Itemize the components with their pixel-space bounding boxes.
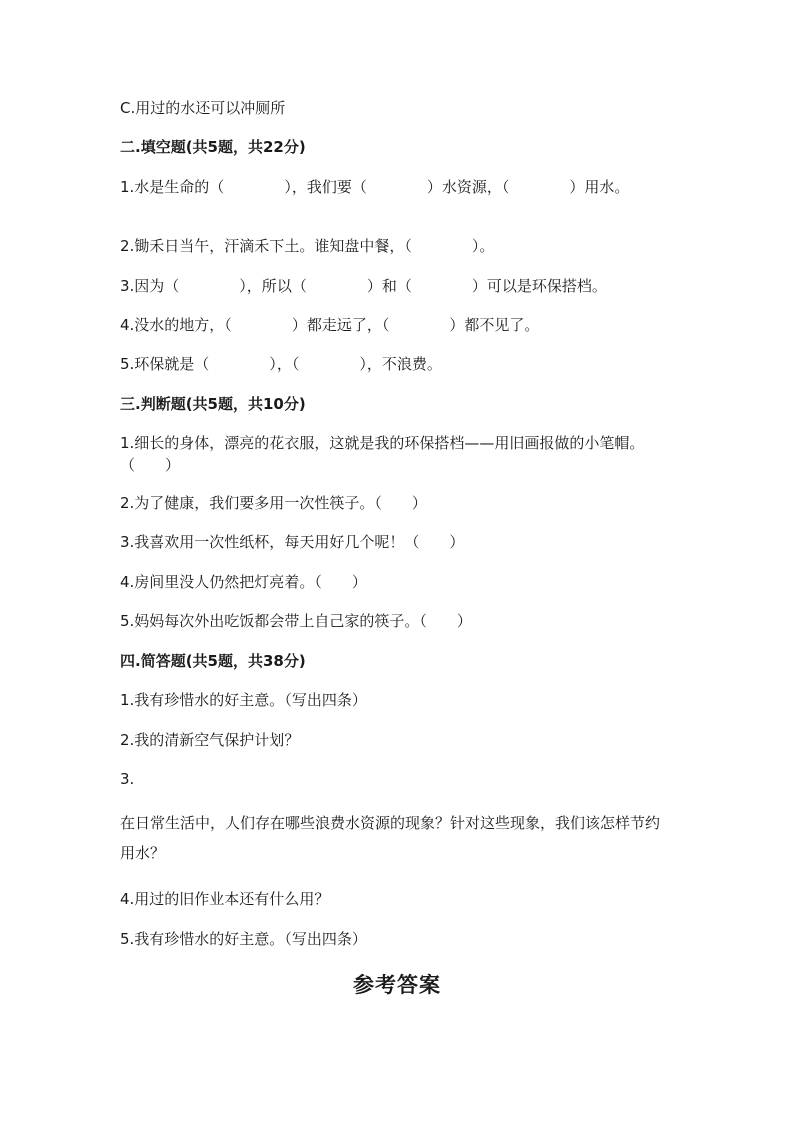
section-heading-true-false: 三.判断题(共5题，共10分) [120,395,306,413]
question-tf-3: 3.我喜欢用一次性纸杯，每天用好几个呢！（ ） [120,533,465,551]
section-heading-short-answer: 四.简答题(共5题，共38分) [120,652,306,670]
question-tf-4: 4.房间里没人仍然把灯亮着。（ ） [120,573,367,591]
section-heading-fill-blank: 二.填空题(共5题，共22分) [120,138,306,156]
question-tf-2: 2.为了健康，我们要多用一次性筷子。（ ） [120,494,427,512]
question-fill-4: 4.没水的地方，（ ）都走远了，（ ）都不见了。 [120,316,540,334]
question-fill-1: 1.水是生命的（ ），我们要（ ）水资源，（ ）用水。 [120,178,630,196]
question-short-2: 2.我的清新空气保护计划？ [120,731,300,749]
question-tf-5: 5.妈妈每次外出吃饭都会带上自己家的筷子。（ ） [120,612,472,630]
question-fill-2: 2.锄禾日当午，汗滴禾下土。谁知盘中餐，（ ）。 [120,237,495,255]
answer-title: 参考答案 [353,972,441,997]
question-tf-1: 1.细长的身体，漂亮的花衣服，这就是我的环保搭档——用旧画报做的小笔帽。（ ） [120,434,645,474]
question-short-5: 5.我有珍惜水的好主意。（写出四条） [120,930,367,948]
question-fill-5: 5.环保就是（ ），（ ），不浪费。 [120,355,442,373]
question-fill-3: 3.因为（ ），所以（ ）和（ ）可以是环保搭档。 [120,277,607,295]
question-short-3: 在日常生活中，人们存在哪些浪费水资源的现象？针对这些现象，我们该怎样节约用水？ [120,814,661,862]
question-short-3-number: 3. [120,770,135,788]
question-short-1: 1.我有珍惜水的好主意。（写出四条） [120,691,367,709]
option-c-text: C.用过的水还可以冲厕所 [120,99,286,117]
question-short-4: 4.用过的旧作业本还有什么用？ [120,890,330,908]
